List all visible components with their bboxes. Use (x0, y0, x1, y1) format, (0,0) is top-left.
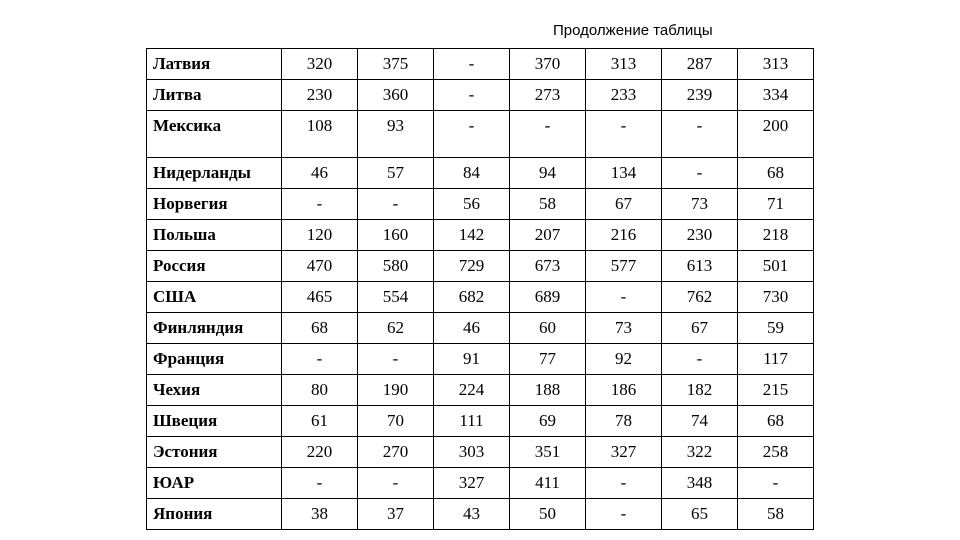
value-cell: - (282, 468, 358, 499)
value-cell: - (358, 189, 434, 220)
data-table (146, 48, 814, 530)
value-cell: 287 (662, 49, 738, 80)
value-cell: 207 (510, 220, 586, 251)
country-cell: Франция (147, 344, 282, 375)
value-cell: 84 (434, 158, 510, 189)
value-cell: 470 (282, 251, 358, 282)
value-cell: 270 (358, 437, 434, 468)
value-cell: 334 (738, 80, 814, 111)
value-cell: 134 (586, 158, 662, 189)
value-cell: - (434, 80, 510, 111)
value-cell: 46 (282, 158, 358, 189)
value-cell: 348 (662, 468, 738, 499)
value-cell: 37 (358, 499, 434, 530)
value-cell: 57 (358, 158, 434, 189)
value-cell: 673 (510, 251, 586, 282)
value-cell: 186 (586, 375, 662, 406)
value-cell: 216 (586, 220, 662, 251)
value-cell: 303 (434, 437, 510, 468)
value-cell: 108 (282, 111, 358, 158)
value-cell: 729 (434, 251, 510, 282)
value-cell: 43 (434, 499, 510, 530)
value-cell: 50 (510, 499, 586, 530)
value-cell: 160 (358, 220, 434, 251)
value-cell: 111 (434, 406, 510, 437)
table-row (147, 375, 814, 406)
value-cell: 554 (358, 282, 434, 313)
value-cell: 91 (434, 344, 510, 375)
value-cell: - (510, 111, 586, 158)
country-cell: ЮАР (147, 468, 282, 499)
table-row (147, 282, 814, 313)
value-cell: 69 (510, 406, 586, 437)
value-cell: 233 (586, 80, 662, 111)
country-cell: Мексика (147, 111, 282, 158)
value-cell: 62 (358, 313, 434, 344)
value-cell: 67 (662, 313, 738, 344)
value-cell: 218 (738, 220, 814, 251)
value-cell: - (282, 189, 358, 220)
table-caption: Продолжение таблицы (553, 22, 713, 39)
value-cell: - (282, 344, 358, 375)
value-cell: 580 (358, 251, 434, 282)
value-cell: 74 (662, 406, 738, 437)
value-cell: - (358, 468, 434, 499)
value-cell: 61 (282, 406, 358, 437)
value-cell: 77 (510, 344, 586, 375)
table-row (147, 220, 814, 251)
value-cell: 200 (738, 111, 814, 158)
value-cell: 68 (282, 313, 358, 344)
value-cell: - (586, 468, 662, 499)
value-cell: 351 (510, 437, 586, 468)
table-row (147, 189, 814, 220)
value-cell: 46 (434, 313, 510, 344)
value-cell: 38 (282, 499, 358, 530)
country-cell: Латвия (147, 49, 282, 80)
table-body (147, 49, 814, 530)
value-cell: 327 (586, 437, 662, 468)
value-cell: 188 (510, 375, 586, 406)
value-cell: 73 (586, 313, 662, 344)
table-row (147, 49, 814, 80)
country-cell: Россия (147, 251, 282, 282)
value-cell: 230 (282, 80, 358, 111)
table-row (147, 251, 814, 282)
value-cell: 80 (282, 375, 358, 406)
value-cell: - (586, 282, 662, 313)
value-cell: 58 (510, 189, 586, 220)
value-cell: 73 (662, 189, 738, 220)
value-cell: 67 (586, 189, 662, 220)
value-cell: 327 (434, 468, 510, 499)
value-cell: - (662, 111, 738, 158)
country-cell: США (147, 282, 282, 313)
value-cell: 71 (738, 189, 814, 220)
table-row (147, 111, 814, 158)
value-cell: 577 (586, 251, 662, 282)
value-cell: 465 (282, 282, 358, 313)
value-cell: 59 (738, 313, 814, 344)
country-cell: Швеция (147, 406, 282, 437)
value-cell: 190 (358, 375, 434, 406)
table-row (147, 313, 814, 344)
country-cell: Литва (147, 80, 282, 111)
value-cell: 501 (738, 251, 814, 282)
value-cell: 215 (738, 375, 814, 406)
value-cell: 78 (586, 406, 662, 437)
value-cell: - (358, 344, 434, 375)
table-row (147, 158, 814, 189)
value-cell: 92 (586, 344, 662, 375)
country-cell: Япония (147, 499, 282, 530)
value-cell: - (662, 344, 738, 375)
value-cell: 689 (510, 282, 586, 313)
value-cell: 273 (510, 80, 586, 111)
value-cell: 730 (738, 282, 814, 313)
value-cell: 320 (282, 49, 358, 80)
table-row (147, 468, 814, 499)
country-cell: Нидерланды (147, 158, 282, 189)
table-row (147, 499, 814, 530)
value-cell: - (434, 49, 510, 80)
value-cell: 182 (662, 375, 738, 406)
value-cell: 370 (510, 49, 586, 80)
value-cell: 65 (662, 499, 738, 530)
table-row (147, 406, 814, 437)
value-cell: 94 (510, 158, 586, 189)
country-cell: Финляндия (147, 313, 282, 344)
value-cell: 142 (434, 220, 510, 251)
value-cell: 239 (662, 80, 738, 111)
value-cell: 120 (282, 220, 358, 251)
value-cell: 220 (282, 437, 358, 468)
table-row (147, 344, 814, 375)
value-cell: 313 (586, 49, 662, 80)
value-cell: 613 (662, 251, 738, 282)
value-cell: 68 (738, 406, 814, 437)
value-cell: 60 (510, 313, 586, 344)
value-cell: - (738, 468, 814, 499)
value-cell: 93 (358, 111, 434, 158)
value-cell: 682 (434, 282, 510, 313)
value-cell: - (434, 111, 510, 158)
country-cell: Польша (147, 220, 282, 251)
value-cell: 224 (434, 375, 510, 406)
value-cell: 360 (358, 80, 434, 111)
value-cell: 68 (738, 158, 814, 189)
value-cell: - (586, 111, 662, 158)
value-cell: 313 (738, 49, 814, 80)
value-cell: - (586, 499, 662, 530)
value-cell: 117 (738, 344, 814, 375)
value-cell: 58 (738, 499, 814, 530)
value-cell: 375 (358, 49, 434, 80)
value-cell: 762 (662, 282, 738, 313)
value-cell: 70 (358, 406, 434, 437)
value-cell: - (662, 158, 738, 189)
country-cell: Норвегия (147, 189, 282, 220)
table-row (147, 80, 814, 111)
value-cell: 258 (738, 437, 814, 468)
value-cell: 411 (510, 468, 586, 499)
value-cell: 230 (662, 220, 738, 251)
country-cell: Эстония (147, 437, 282, 468)
table-row (147, 437, 814, 468)
value-cell: 322 (662, 437, 738, 468)
value-cell: 56 (434, 189, 510, 220)
country-cell: Чехия (147, 375, 282, 406)
